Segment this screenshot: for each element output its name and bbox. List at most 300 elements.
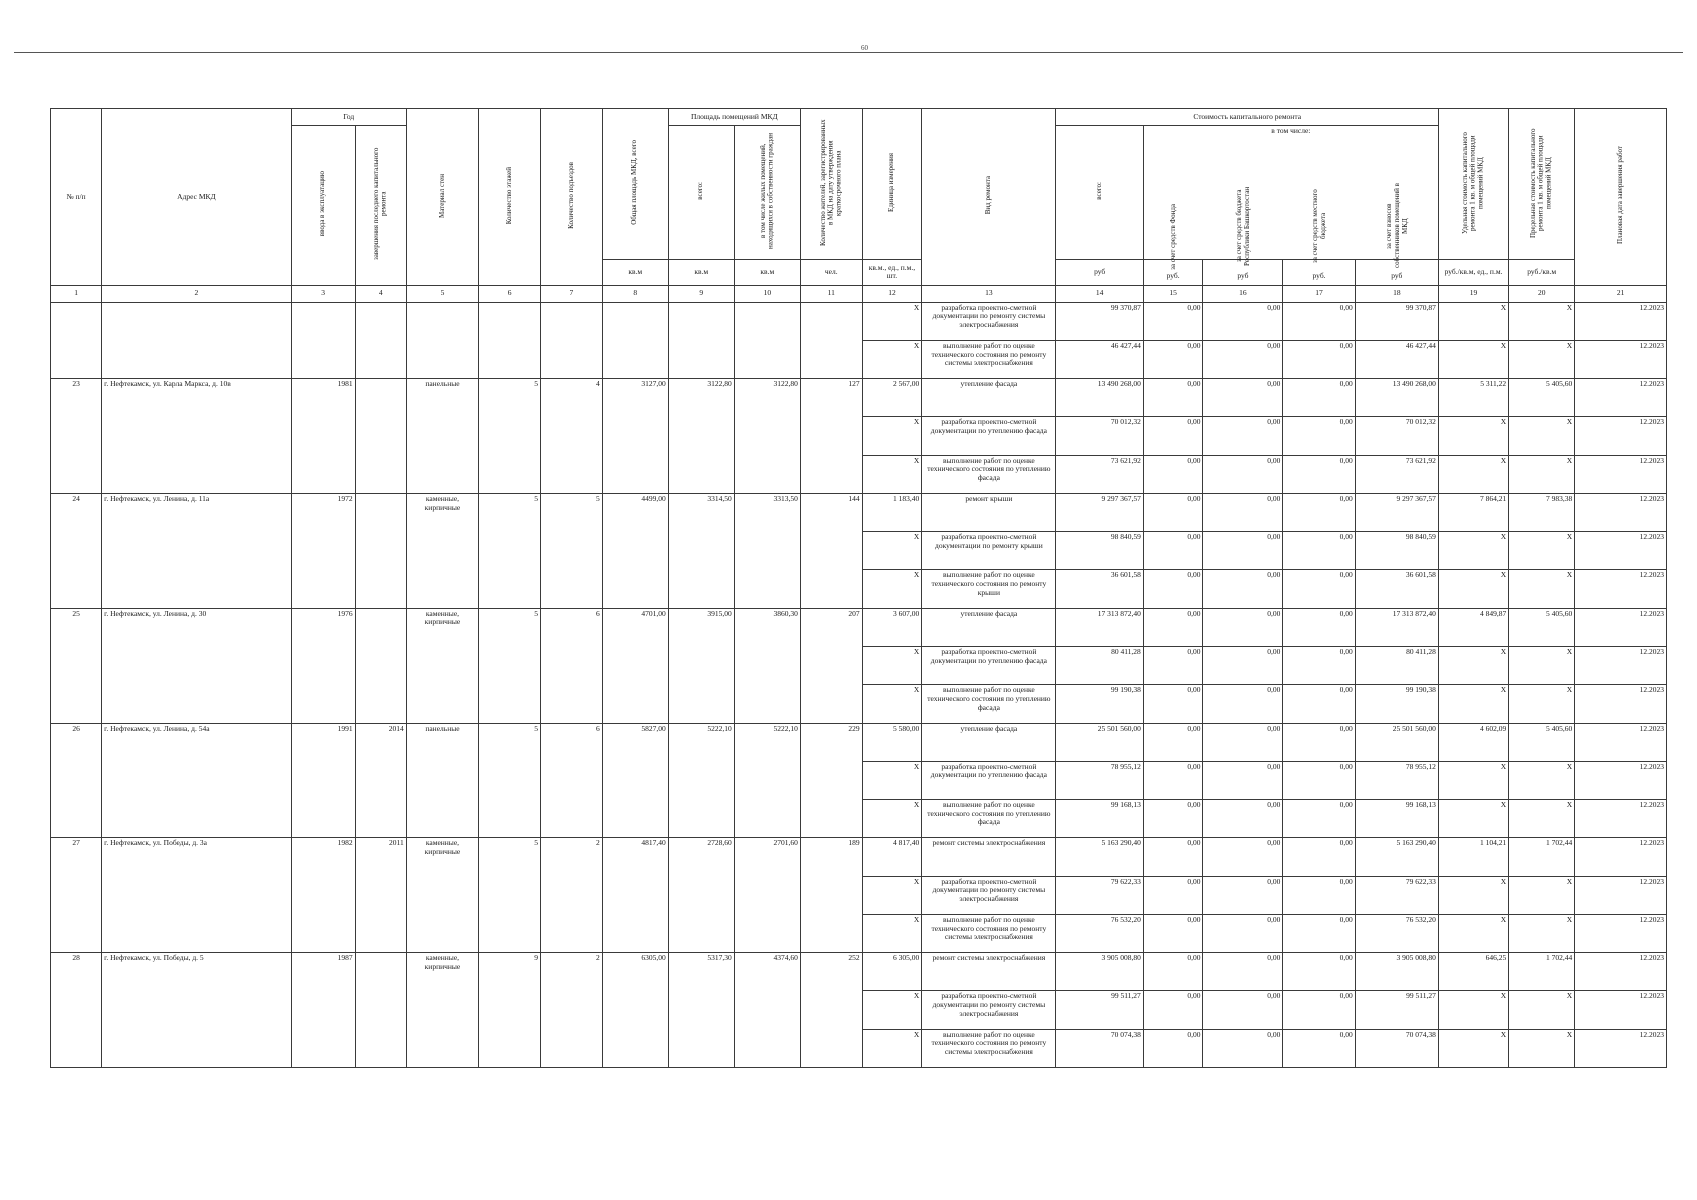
cost-republic-cell: 0,00 bbox=[1203, 1029, 1283, 1067]
premises-total-cell: 3915,00 bbox=[668, 608, 734, 723]
specific-cost-cell: X bbox=[1438, 1029, 1508, 1067]
premises-residential-cell: 3860,30 bbox=[734, 608, 800, 723]
column-number: 19 bbox=[1438, 285, 1508, 302]
work-type-cell: ремонт системы электроснабжения bbox=[922, 838, 1056, 876]
limit-cost-cell: X bbox=[1509, 800, 1575, 838]
unit-measure-cell: X bbox=[862, 647, 922, 685]
limit-cost-cell: X bbox=[1509, 685, 1575, 723]
cost-republic-cell: 0,00 bbox=[1203, 647, 1283, 685]
column-number: 3 bbox=[291, 285, 355, 302]
cost-local-cell: 0,00 bbox=[1283, 838, 1355, 876]
residents-cell: 207 bbox=[800, 608, 862, 723]
work-type-cell: ремонт крыши bbox=[922, 493, 1056, 531]
work-type-cell: утепление фасада bbox=[922, 379, 1056, 417]
cost-republic-cell: 0,00 bbox=[1203, 723, 1283, 761]
limit-cost-cell: 1 702,44 bbox=[1509, 953, 1575, 991]
total-area-cell: 4701,00 bbox=[602, 608, 668, 723]
cost-local-cell: 0,00 bbox=[1283, 647, 1355, 685]
table-row bbox=[51, 838, 1667, 876]
cost-local-cell: 0,00 bbox=[1283, 379, 1355, 417]
address-cell: г. Нефтекамск, ул. Ленина, д. 54а bbox=[102, 723, 292, 838]
cost-owners-cell: 13 490 268,00 bbox=[1355, 379, 1438, 417]
cost-local-cell: 0,00 bbox=[1283, 532, 1355, 570]
cost-republic-cell: 0,00 bbox=[1203, 340, 1283, 378]
cost-total-cell: 70 074,38 bbox=[1056, 1029, 1143, 1067]
address-cell: г. Нефтекамск, ул. Ленина, д. 11а bbox=[102, 493, 292, 608]
cost-fund-cell: 0,00 bbox=[1143, 914, 1203, 952]
cost-owners-cell: 78 955,12 bbox=[1355, 761, 1438, 799]
unit-measure-cell: 1 183,40 bbox=[862, 493, 922, 531]
table-body bbox=[51, 302, 1667, 1067]
cost-local-cell: 0,00 bbox=[1283, 417, 1355, 455]
column-number-row bbox=[51, 285, 1667, 302]
limit-cost-cell: X bbox=[1509, 914, 1575, 952]
total-area-cell: 3127,00 bbox=[602, 379, 668, 494]
cost-owners-cell: 73 621,92 bbox=[1355, 455, 1438, 493]
limit-cost-cell: X bbox=[1509, 761, 1575, 799]
header-cost-group: Стоимость капитального ремонта bbox=[1056, 109, 1438, 126]
cost-fund-cell: 0,00 bbox=[1143, 761, 1203, 799]
cost-local-cell: 0,00 bbox=[1283, 340, 1355, 378]
cost-total-cell: 36 601,58 bbox=[1056, 570, 1143, 608]
unit-measure-cell: X bbox=[862, 1029, 922, 1067]
header-unit-measure: Единица измерения bbox=[862, 109, 922, 260]
header-address: Адрес МКД bbox=[102, 109, 292, 286]
planned-date-cell: 12.2023 bbox=[1575, 1029, 1667, 1067]
unit-measure-cell: X bbox=[862, 340, 922, 378]
repair-plan-table bbox=[50, 108, 1667, 1068]
cost-republic-cell: 0,00 bbox=[1203, 800, 1283, 838]
cost-owners-cell: 46 427,44 bbox=[1355, 340, 1438, 378]
work-type-cell: разработка проектно-сметной документации по ремонту системы электроснабжения bbox=[922, 991, 1056, 1029]
work-type-cell: выполнение работ по оценке технического состояния по утеплению фасада bbox=[922, 800, 1056, 838]
row-number-cell: 27 bbox=[51, 838, 102, 953]
header-year-last-repair: завершения последнего капитального ремонта bbox=[355, 126, 406, 286]
planned-date-cell: 12.2023 bbox=[1575, 953, 1667, 991]
cost-total-cell: 25 501 560,00 bbox=[1056, 723, 1143, 761]
column-number: 2 bbox=[102, 285, 292, 302]
cost-republic-cell: 0,00 bbox=[1203, 953, 1283, 991]
table-row bbox=[51, 608, 1667, 646]
cost-total-cell: 79 622,33 bbox=[1056, 876, 1143, 914]
header-cost-local: за счет средств местного бюджета bbox=[1310, 188, 1328, 263]
cost-republic-cell: 0,00 bbox=[1203, 991, 1283, 1029]
planned-date-cell: 12.2023 bbox=[1575, 493, 1667, 531]
header-year-commission: ввода в эксплуатацию bbox=[291, 126, 355, 286]
header-premises-total: всего: bbox=[668, 126, 734, 260]
cost-fund-cell: 0,00 bbox=[1143, 455, 1203, 493]
planned-date-cell: 12.2023 bbox=[1575, 455, 1667, 493]
row-number-cell: 26 bbox=[51, 723, 102, 838]
planned-date-cell: 12.2023 bbox=[1575, 761, 1667, 799]
cost-total-cell: 9 297 367,57 bbox=[1056, 493, 1143, 531]
wall-material-cell: каменные, кирпичные bbox=[406, 953, 478, 1068]
unit-measure-cell: 4 817,40 bbox=[862, 838, 922, 876]
page-number: 60 bbox=[858, 44, 871, 52]
planned-date-cell: 12.2023 bbox=[1575, 723, 1667, 761]
header-wall-material: Материал стен bbox=[406, 109, 478, 286]
column-number: 10 bbox=[734, 285, 800, 302]
work-type-cell: ремонт системы электроснабжения bbox=[922, 953, 1056, 991]
cost-owners-cell: 3 905 008,80 bbox=[1355, 953, 1438, 991]
planned-date-cell: 12.2023 bbox=[1575, 608, 1667, 646]
year-built-cell: 1987 bbox=[291, 953, 355, 1068]
entrances-cell: 6 bbox=[540, 723, 602, 838]
unit-measure-cell: X bbox=[862, 302, 922, 340]
empty-year-repair-cell bbox=[355, 302, 406, 379]
limit-cost-cell: 5 405,60 bbox=[1509, 608, 1575, 646]
planned-date-cell: 12.2023 bbox=[1575, 876, 1667, 914]
specific-cost-cell: 5 311,22 bbox=[1438, 379, 1508, 417]
column-number: 4 bbox=[355, 285, 406, 302]
work-type-cell: разработка проектно-сметной документации по ремонту системы электроснабжения bbox=[922, 302, 1056, 340]
cost-fund-cell: 0,00 bbox=[1143, 302, 1203, 340]
cost-local-cell: 0,00 bbox=[1283, 493, 1355, 531]
planned-date-cell: 12.2023 bbox=[1575, 647, 1667, 685]
cost-total-cell: 99 168,13 bbox=[1056, 800, 1143, 838]
work-type-cell: разработка проектно-сметной документации по утеплению фасада bbox=[922, 417, 1056, 455]
unit-cost-fund: за счет средств Фонда руб. bbox=[1143, 259, 1203, 285]
cost-fund-cell: 0,00 bbox=[1143, 876, 1203, 914]
work-type-cell: утепление фасада bbox=[922, 608, 1056, 646]
unit-measure-cell: X bbox=[862, 800, 922, 838]
planned-date-cell: 12.2023 bbox=[1575, 379, 1667, 417]
cost-republic-cell: 0,00 bbox=[1203, 379, 1283, 417]
work-type-cell: выполнение работ по оценке технического состояния по ремонту системы электроснабжения bbox=[922, 340, 1056, 378]
empty-premises-res-cell bbox=[734, 302, 800, 379]
table-row bbox=[51, 723, 1667, 761]
cost-total-cell: 99 370,87 bbox=[1056, 302, 1143, 340]
unit-cost-owners: за счет взносов собственников помещений в МКД руб bbox=[1355, 259, 1438, 285]
header-entrances: Количество подъездов bbox=[540, 109, 602, 286]
limit-cost-cell: X bbox=[1509, 532, 1575, 570]
cost-owners-cell: 5 163 290,40 bbox=[1355, 838, 1438, 876]
row-number-cell: 24 bbox=[51, 493, 102, 608]
floors-cell: 5 bbox=[479, 608, 541, 723]
wall-material-cell: каменные, кирпичные bbox=[406, 493, 478, 608]
entrances-cell: 5 bbox=[540, 493, 602, 608]
cost-local-cell: 0,00 bbox=[1283, 953, 1355, 991]
header-cost-republic: за счет средств бюджета Республики Башкортостан bbox=[1234, 185, 1251, 266]
premises-total-cell: 3314,50 bbox=[668, 493, 734, 608]
header-work-type: Вид ремонта bbox=[922, 109, 1056, 286]
column-number: 12 bbox=[862, 285, 922, 302]
empty-address-cell bbox=[102, 302, 292, 379]
empty-no-cell bbox=[51, 302, 102, 379]
total-area-cell: 5827,00 bbox=[602, 723, 668, 838]
column-number: 15 bbox=[1143, 285, 1203, 302]
limit-cost-cell: X bbox=[1509, 1029, 1575, 1067]
row-number-cell: 25 bbox=[51, 608, 102, 723]
table-row bbox=[51, 379, 1667, 417]
column-number: 14 bbox=[1056, 285, 1143, 302]
cost-total-cell: 3 905 008,80 bbox=[1056, 953, 1143, 991]
unit-measure-cell: 3 607,00 bbox=[862, 608, 922, 646]
limit-cost-cell: X bbox=[1509, 302, 1575, 340]
specific-cost-cell: 1 104,21 bbox=[1438, 838, 1508, 876]
year-repair-cell: 2011 bbox=[355, 838, 406, 953]
cost-fund-cell: 0,00 bbox=[1143, 417, 1203, 455]
cost-local-cell: 0,00 bbox=[1283, 914, 1355, 952]
unit-measure-cell: X bbox=[862, 685, 922, 723]
cost-fund-cell: 0,00 bbox=[1143, 991, 1203, 1029]
header-total-area: Общая площадь МКД, всего bbox=[602, 109, 668, 260]
cost-total-cell: 78 955,12 bbox=[1056, 761, 1143, 799]
cost-owners-cell: 79 622,33 bbox=[1355, 876, 1438, 914]
floors-cell: 5 bbox=[479, 379, 541, 494]
cost-local-cell: 0,00 bbox=[1283, 455, 1355, 493]
wall-material-cell: панельные bbox=[406, 379, 478, 494]
total-area-cell: 4499,00 bbox=[602, 493, 668, 608]
planned-date-cell: 12.2023 bbox=[1575, 685, 1667, 723]
cost-total-cell: 98 840,59 bbox=[1056, 532, 1143, 570]
column-number: 16 bbox=[1203, 285, 1283, 302]
header-cost-fund: за счет средств Фонда bbox=[1169, 203, 1178, 270]
cost-total-cell: 13 490 268,00 bbox=[1056, 379, 1143, 417]
limit-cost-cell: X bbox=[1509, 417, 1575, 455]
cost-owners-cell: 80 411,28 bbox=[1355, 647, 1438, 685]
premises-total-cell: 5222,10 bbox=[668, 723, 734, 838]
limit-cost-cell: X bbox=[1509, 340, 1575, 378]
cost-fund-cell: 0,00 bbox=[1143, 838, 1203, 876]
header-premises-residential: в том числе жилых помещений, находящихся в собственности граждан bbox=[734, 126, 800, 260]
column-number: 7 bbox=[540, 285, 602, 302]
cost-fund-cell: 0,00 bbox=[1143, 685, 1203, 723]
column-number: 13 bbox=[922, 285, 1056, 302]
premises-residential-cell: 2701,60 bbox=[734, 838, 800, 953]
cost-local-cell: 0,00 bbox=[1283, 302, 1355, 340]
premises-total-cell: 2728,60 bbox=[668, 838, 734, 953]
total-area-cell: 4817,40 bbox=[602, 838, 668, 953]
limit-cost-cell: 5 405,60 bbox=[1509, 723, 1575, 761]
header-year-group: Год bbox=[291, 109, 406, 126]
unit-measure-cell: X bbox=[862, 761, 922, 799]
entrances-cell: 2 bbox=[540, 953, 602, 1068]
specific-cost-cell: X bbox=[1438, 761, 1508, 799]
total-area-cell: 6305,00 bbox=[602, 953, 668, 1068]
residents-cell: 229 bbox=[800, 723, 862, 838]
cost-owners-cell: 70 012,32 bbox=[1355, 417, 1438, 455]
limit-cost-cell: 5 405,60 bbox=[1509, 379, 1575, 417]
work-type-cell: разработка проектно-сметной документации по ремонту крыши bbox=[922, 532, 1056, 570]
cost-republic-cell: 0,00 bbox=[1203, 417, 1283, 455]
unit-measure-cell: X bbox=[862, 455, 922, 493]
unit-measure-cell: X bbox=[862, 417, 922, 455]
cost-fund-cell: 0,00 bbox=[1143, 608, 1203, 646]
empty-entrances-cell bbox=[540, 302, 602, 379]
entrances-cell: 2 bbox=[540, 838, 602, 953]
unit-cost-local: за счет средств местного бюджета руб. bbox=[1283, 259, 1355, 285]
cost-republic-cell: 0,00 bbox=[1203, 608, 1283, 646]
cost-total-cell: 99 190,38 bbox=[1056, 685, 1143, 723]
cost-fund-cell: 0,00 bbox=[1143, 800, 1203, 838]
cost-fund-cell: 0,00 bbox=[1143, 647, 1203, 685]
specific-cost-cell: X bbox=[1438, 302, 1508, 340]
header-no: № п/п bbox=[51, 109, 102, 286]
work-type-cell: разработка проектно-сметной документации по утеплению фасада bbox=[922, 647, 1056, 685]
unit-measure-cell: X bbox=[862, 914, 922, 952]
planned-date-cell: 12.2023 bbox=[1575, 800, 1667, 838]
cost-owners-cell: 99 190,38 bbox=[1355, 685, 1438, 723]
header-cost-total: всего: bbox=[1056, 126, 1143, 260]
premises-residential-cell: 5222,10 bbox=[734, 723, 800, 838]
column-number: 11 bbox=[800, 285, 862, 302]
cost-owners-cell: 99 511,27 bbox=[1355, 991, 1438, 1029]
table-row bbox=[51, 953, 1667, 991]
table-row bbox=[51, 493, 1667, 531]
cost-republic-cell: 0,00 bbox=[1203, 302, 1283, 340]
planned-date-cell: 12.2023 bbox=[1575, 532, 1667, 570]
header-premises-group: Площадь помещений МКД bbox=[668, 109, 800, 126]
specific-cost-cell: 4 602,09 bbox=[1438, 723, 1508, 761]
address-cell: г. Нефтекамск, ул. Победы, д. 5 bbox=[102, 953, 292, 1068]
cost-owners-cell: 76 532,20 bbox=[1355, 914, 1438, 952]
column-number: 8 bbox=[602, 285, 668, 302]
cost-owners-cell: 9 297 367,57 bbox=[1355, 493, 1438, 531]
specific-cost-cell: 4 849,87 bbox=[1438, 608, 1508, 646]
cost-republic-cell: 0,00 bbox=[1203, 914, 1283, 952]
limit-cost-cell: 1 702,44 bbox=[1509, 838, 1575, 876]
cost-republic-cell: 0,00 bbox=[1203, 876, 1283, 914]
cost-fund-cell: 0,00 bbox=[1143, 953, 1203, 991]
planned-date-cell: 12.2023 bbox=[1575, 838, 1667, 876]
cost-fund-cell: 0,00 bbox=[1143, 379, 1203, 417]
column-number: 20 bbox=[1509, 285, 1575, 302]
limit-cost-cell: 7 983,38 bbox=[1509, 493, 1575, 531]
residents-cell: 189 bbox=[800, 838, 862, 953]
unit-limit-cost: руб./кв.м bbox=[1509, 259, 1575, 285]
column-number: 1 bbox=[51, 285, 102, 302]
column-number: 6 bbox=[479, 285, 541, 302]
cost-republic-cell: 0,00 bbox=[1203, 685, 1283, 723]
limit-cost-cell: X bbox=[1509, 647, 1575, 685]
table-header bbox=[51, 109, 1667, 303]
work-type-cell: утепление фасада bbox=[922, 723, 1056, 761]
empty-floors-cell bbox=[479, 302, 541, 379]
row-number-cell: 23 bbox=[51, 379, 102, 494]
specific-cost-cell: X bbox=[1438, 991, 1508, 1029]
cost-local-cell: 0,00 bbox=[1283, 876, 1355, 914]
cost-local-cell: 0,00 bbox=[1283, 991, 1355, 1029]
empty-residents-cell bbox=[800, 302, 862, 379]
specific-cost-cell: X bbox=[1438, 876, 1508, 914]
unit-residents: чел. bbox=[800, 259, 862, 285]
cost-republic-cell: 0,00 bbox=[1203, 838, 1283, 876]
cost-fund-cell: 0,00 bbox=[1143, 723, 1203, 761]
year-repair-cell bbox=[355, 493, 406, 608]
cost-owners-cell: 70 074,38 bbox=[1355, 1029, 1438, 1067]
address-cell: г. Нефтекамск, ул. Победы, д. 3а bbox=[102, 838, 292, 953]
cost-total-cell: 5 163 290,40 bbox=[1056, 838, 1143, 876]
cost-republic-cell: 0,00 bbox=[1203, 761, 1283, 799]
cost-fund-cell: 0,00 bbox=[1143, 340, 1203, 378]
cost-owners-cell: 99 370,87 bbox=[1355, 302, 1438, 340]
header-cost-owners: за счет взносов собственников помещений в МКД bbox=[1384, 183, 1409, 268]
cost-republic-cell: 0,00 bbox=[1203, 570, 1283, 608]
limit-cost-cell: X bbox=[1509, 455, 1575, 493]
residents-cell: 144 bbox=[800, 493, 862, 608]
cost-local-cell: 0,00 bbox=[1283, 570, 1355, 608]
unit-measure-cell: 6 305,00 bbox=[862, 953, 922, 991]
wall-material-cell: каменные, кирпичные bbox=[406, 838, 478, 953]
year-built-cell: 1981 bbox=[291, 379, 355, 494]
year-built-cell: 1982 bbox=[291, 838, 355, 953]
cost-fund-cell: 0,00 bbox=[1143, 493, 1203, 531]
year-built-cell: 1972 bbox=[291, 493, 355, 608]
cost-total-cell: 17 313 872,40 bbox=[1056, 608, 1143, 646]
work-type-cell: выполнение работ по оценке технического состояния по утеплению фасада bbox=[922, 685, 1056, 723]
work-type-cell: разработка проектно-сметной документации по ремонту системы электроснабжения bbox=[922, 876, 1056, 914]
column-number: 9 bbox=[668, 285, 734, 302]
unit-measure-cell: X bbox=[862, 876, 922, 914]
planned-date-cell: 12.2023 bbox=[1575, 914, 1667, 952]
specific-cost-cell: X bbox=[1438, 532, 1508, 570]
address-cell: г. Нефтекамск, ул. Карла Маркса, д. 10в bbox=[102, 379, 292, 494]
entrances-cell: 4 bbox=[540, 379, 602, 494]
unit-cost-republic: за счет средств бюджета Республики Башкортостан руб bbox=[1203, 259, 1283, 285]
premises-residential-cell: 3313,50 bbox=[734, 493, 800, 608]
specific-cost-cell: 646,25 bbox=[1438, 953, 1508, 991]
specific-cost-cell: X bbox=[1438, 800, 1508, 838]
specific-cost-cell: X bbox=[1438, 455, 1508, 493]
cost-total-cell: 46 427,44 bbox=[1056, 340, 1143, 378]
year-repair-cell: 2014 bbox=[355, 723, 406, 838]
unit-measure-cell: X bbox=[862, 570, 922, 608]
header-residents: Количество жителей, зарегистрированных в МКД на дату утверждения краткосрочного плана bbox=[800, 109, 862, 260]
floors-cell: 5 bbox=[479, 723, 541, 838]
work-type-cell: разработка проектно-сметной документации по утеплению фасада bbox=[922, 761, 1056, 799]
work-type-cell: выполнение работ по оценке технического состояния по утеплению фасада bbox=[922, 455, 1056, 493]
year-built-cell: 1991 bbox=[291, 723, 355, 838]
specific-cost-cell: X bbox=[1438, 914, 1508, 952]
premises-residential-cell: 3122,80 bbox=[734, 379, 800, 494]
specific-cost-cell: X bbox=[1438, 647, 1508, 685]
unit-total-area: кв.м bbox=[602, 259, 668, 285]
cost-fund-cell: 0,00 bbox=[1143, 1029, 1203, 1067]
year-repair-cell bbox=[355, 608, 406, 723]
empty-year-built-cell bbox=[291, 302, 355, 379]
wall-material-cell: панельные bbox=[406, 723, 478, 838]
header-cost-including: в том числе: bbox=[1143, 126, 1438, 260]
cost-local-cell: 0,00 bbox=[1283, 685, 1355, 723]
unit-specific-cost: руб./кв.м, ед., п.м. bbox=[1438, 259, 1508, 285]
limit-cost-cell: X bbox=[1509, 876, 1575, 914]
cost-fund-cell: 0,00 bbox=[1143, 570, 1203, 608]
column-number: 17 bbox=[1283, 285, 1355, 302]
unit-measure-cell: X bbox=[862, 991, 922, 1029]
year-repair-cell bbox=[355, 953, 406, 1068]
planned-date-cell: 12.2023 bbox=[1575, 417, 1667, 455]
limit-cost-cell: X bbox=[1509, 570, 1575, 608]
planned-date-cell: 12.2023 bbox=[1575, 340, 1667, 378]
cost-owners-cell: 99 168,13 bbox=[1355, 800, 1438, 838]
residents-cell: 252 bbox=[800, 953, 862, 1068]
cost-total-cell: 70 012,32 bbox=[1056, 417, 1143, 455]
wall-material-cell: каменные, кирпичные bbox=[406, 608, 478, 723]
column-number: 21 bbox=[1575, 285, 1667, 302]
cost-republic-cell: 0,00 bbox=[1203, 455, 1283, 493]
specific-cost-cell: X bbox=[1438, 570, 1508, 608]
premises-total-cell: 5317,30 bbox=[668, 953, 734, 1068]
unit-premises-total: кв.м bbox=[668, 259, 734, 285]
address-cell: г. Нефтекамск, ул. Ленина, д. 30 bbox=[102, 608, 292, 723]
year-repair-cell bbox=[355, 379, 406, 494]
header-limit-cost: Предельная стоимость капитального ремонта 1 кв. м общей площади помещений МКД bbox=[1509, 109, 1575, 260]
unit-premises-residential: кв.м bbox=[734, 259, 800, 285]
cost-total-cell: 80 411,28 bbox=[1056, 647, 1143, 685]
specific-cost-cell: 7 864,21 bbox=[1438, 493, 1508, 531]
floors-cell: 9 bbox=[479, 953, 541, 1068]
